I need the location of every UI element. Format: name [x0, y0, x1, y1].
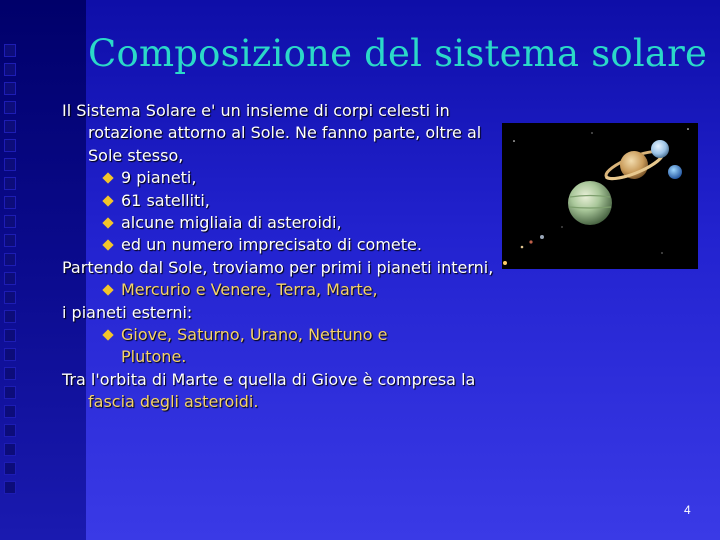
diamond-bullet-icon — [102, 217, 113, 228]
page-number: 4 — [684, 503, 691, 517]
slide-title: Composizione del sistema solare — [88, 32, 708, 75]
solar-system-planets-image — [502, 123, 698, 269]
slide-body — [62, 100, 514, 414]
diamond-bullet-icon — [102, 285, 113, 296]
component-item: 9 pianeti, — [62, 167, 514, 189]
outer-planets-item: Giove, Saturno, Urano, Nettuno e Plutone. — [62, 324, 401, 369]
inner-planets-item: Mercurio e Venere, Terra, Marte, — [62, 279, 514, 301]
planets-illustration — [502, 123, 698, 269]
component-item: 61 satelliti, — [62, 190, 514, 212]
diamond-bullet-icon — [102, 240, 113, 251]
asteroid-belt-paragraph: Tra l'orbita di Marte e quella di Giove è compresa la fascia degli asteroidi. — [62, 369, 476, 412]
component-item: ed un numero imprecisato di comete. — [62, 234, 514, 256]
intro-paragraph: Il Sistema Solare e' un insieme di corpi celesti in rotazione attorno al Sole. Ne fanno parte, oltre al Sole stesso, — [62, 101, 482, 165]
diamond-bullet-icon — [102, 173, 113, 184]
diamond-bullet-icon — [102, 329, 113, 340]
component-item: alcune migliaia di asteroidi, — [62, 212, 514, 234]
diamond-bullet-icon — [102, 195, 113, 206]
inner-planets-intro: Partendo dal Sole, troviamo per primi i pianeti interni, — [62, 257, 494, 277]
decorative-squares — [4, 44, 18, 494]
outer-planets-intro: i pianeti esterni: — [62, 302, 193, 322]
